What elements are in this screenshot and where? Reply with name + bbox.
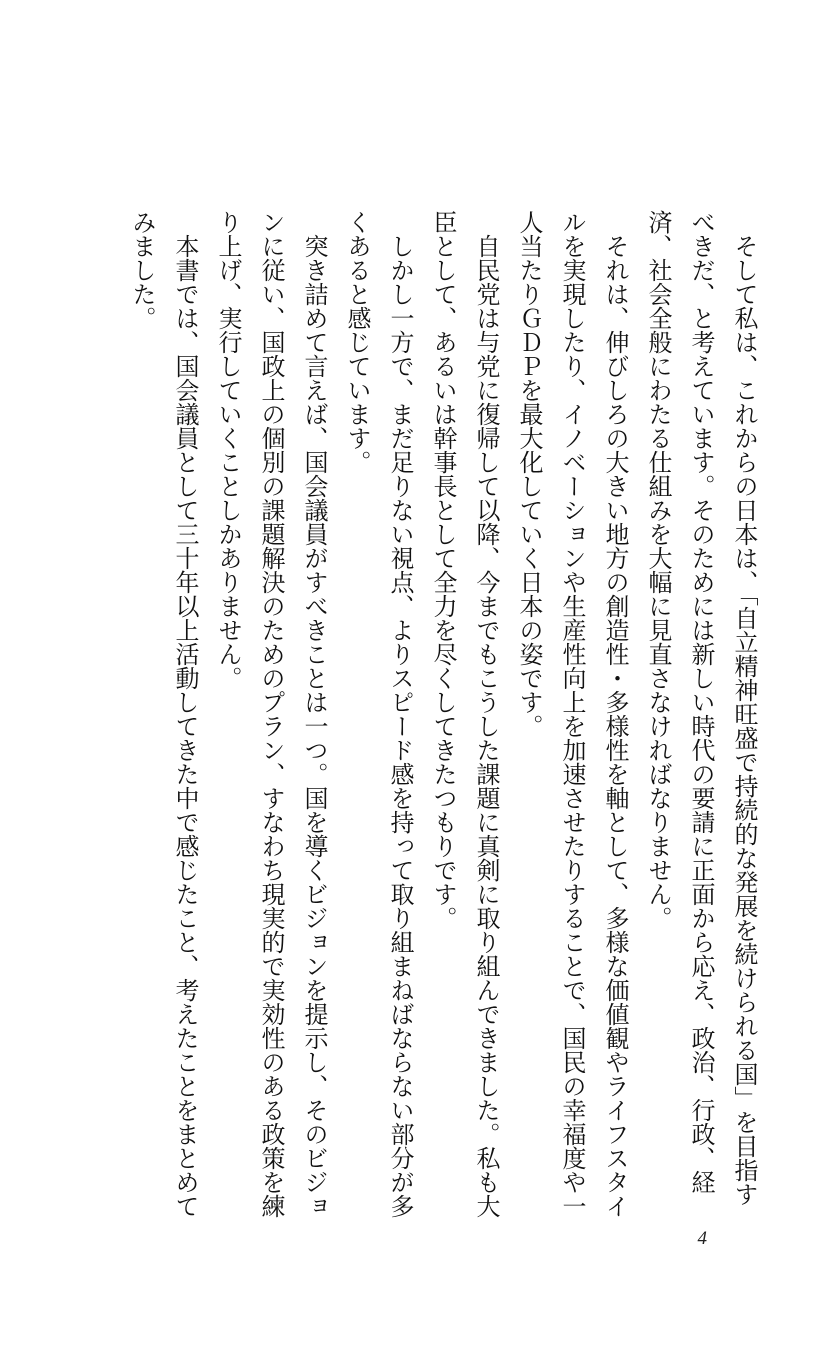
vertical-text-body xyxy=(65,210,765,1220)
page-number: 4 xyxy=(697,1228,707,1249)
paragraph-5: 突き詰めて言えば、国会議員がすべきことは一つ。国を導くビジョンを提示し、そのビジョンに従い、国政上の個別の課題解決のためのプラン、すなわち現実的で実効性のある政策を練り上げ、実行していくことしかありません。 xyxy=(214,210,328,1218)
paragraph-1: そして私は、これからの日本は、「自立精神旺盛で持続的な発展を続けられる国」を目指すべきだ、と考えています。そのためには新しい時代の要請に正面から応え、政治、行政、経済、社会全般にわたる仕組みを大幅に見直さなければなりません。 xyxy=(644,210,758,1206)
paragraph-2: それは、伸びしろの大きい地方の創造性・多様性を軸として、多様な価値観やライフスタイルを実現したり、イノベーションや生産性向上を加速させたりすることで、国民の幸福度や一人当たりＧＤＰを最大化していく日本の姿です。 xyxy=(515,210,629,1218)
paragraph-4: しかし一方で、まだ足りない視点、よりスピード感を持って取り組まねばならない部分が多くあると感じています。 xyxy=(343,210,414,1218)
paragraph-6: 本書では、国会議員として三十年以上活動してきた中で感じたこと、考えたことをまとめてみました。 xyxy=(128,210,199,1218)
paragraph-3: 自民党は与党に復帰して以降、今までもこうした課題に真剣に取り組んできました。私も大臣として、あるいは幹事長として全力を尽くしてきたつもりです。 xyxy=(429,210,500,1218)
